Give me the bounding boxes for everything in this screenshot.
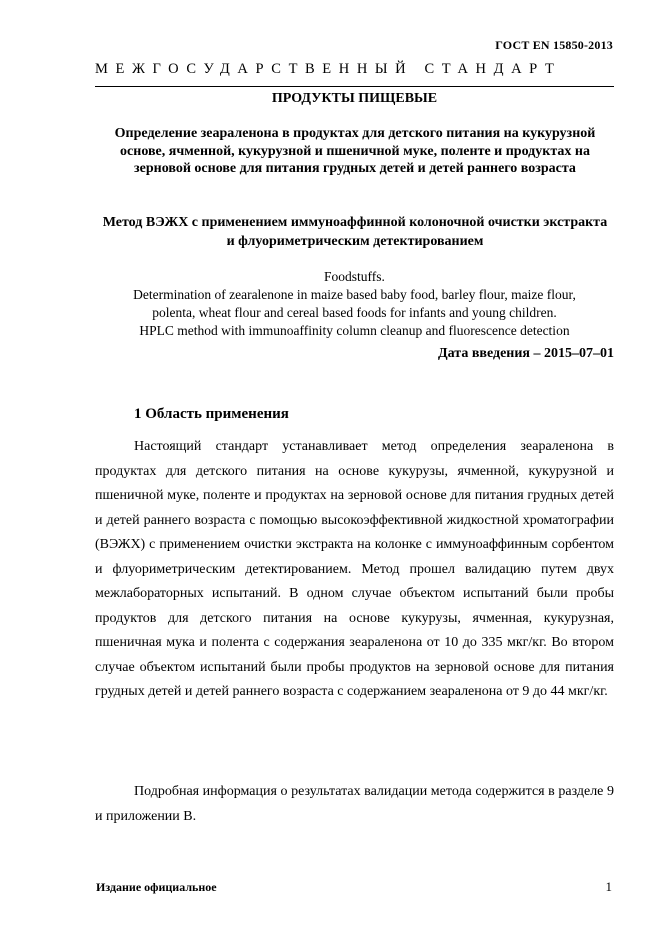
scope-paragraph-2: Подробная информация о результатах валидации метода содержится в разделе 9 и приложении В. [95,784,614,824]
method-title: Метод ВЭЖХ с применением иммуноаффинной колоночной очистки экстракта и флуориметрическим детектированием [102,215,608,249]
section-heading-scope: 1 Область применения [134,406,289,422]
scope-paragraph-1: Настоящий стандарт устанавливает метод определения зеараленона в продуктах для детского питания на основе кукурузы, ячменной, кукурузной и пшеничной муке, поленте и продуктах на зерновой основе для питания грудных детей и детей раннего возраста с помощью высокоэффективной жидкостной хроматографии (ВЭЖХ) с применением очистки экстракта на колонке с иммуноаффинным сорбентом и флуориметрическим детектированием. Метод прошел валидацию путем двух межлабораторных испытаний. В одном случае объектом испытаний были пробы продуктов для детского питания на основе кукурузы, ячменная, кукурузная, пшеничная мука и полента с содержания зеараленона от 10 до 335 мкг/кг. Во втором случае объектом испытаний были пробы продуктов на зерновой основе для питания грудных детей и детей раннего возраста с содержанием зеараленона от 9 до 44 мкг/кг. [95,439,614,699]
edition-label: Издание официальное [96,880,217,894]
page-number: 1 [605,879,612,894]
english-title-line-3: polenta, wheat flour and cereal based foods for infants and young children. [152,305,557,320]
standard-type-heading: МЕЖГОСУДАРСТВЕННЫЙ СТАНДАРТ [95,61,562,77]
header-divider [95,86,614,87]
english-title-block [92,268,617,340]
english-title-line-1: Foodstuffs. [324,269,385,284]
introduction-date: Дата введения – 2015–07–01 [438,346,614,361]
standard-code: ГОСТ EN 15850-2013 [495,38,613,52]
english-title-line-4: HPLC method with immunoaffinity column cleanup and fluorescence detection [139,323,570,338]
product-title: ПРОДУКТЫ ПИЩЕВЫЕ [271,91,438,106]
standard-subject: Определение зеараленона в продуктах для детского питания на кукурузной основе, ячменной, кукурузной и пшеничной муке, поленте и продуктах на зерновой основе для питания грудных детей и детей раннего возраста [114,126,596,176]
english-title-line-2: Determination of zearalenone in maize based baby food, barley flour, maize flour, [133,287,576,302]
